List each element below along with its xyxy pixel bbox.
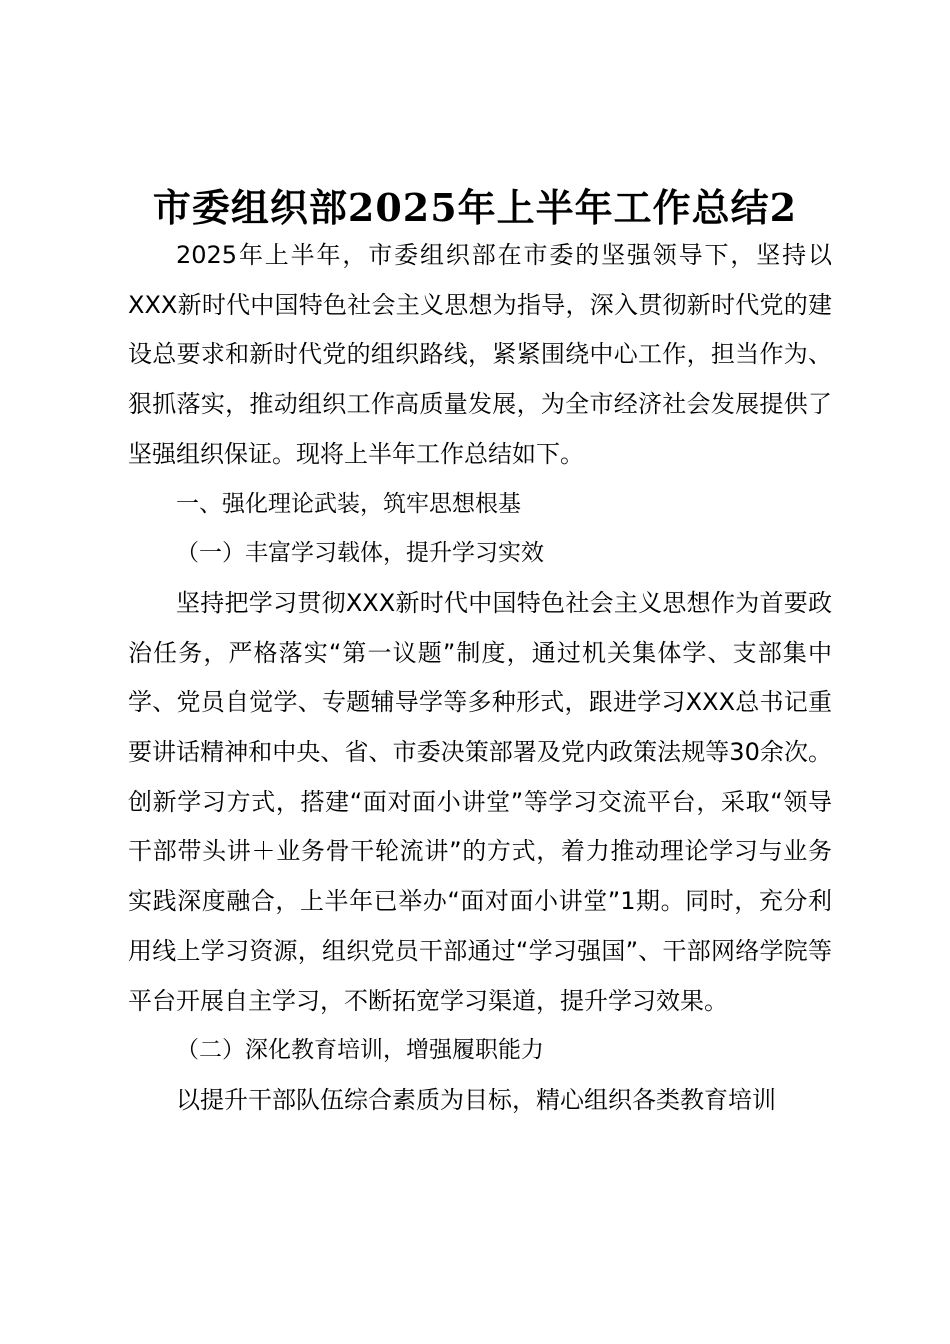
body-paragraph-2: 以提升干部队伍综合素质为目标，精心组织各类教育培训 (176, 1085, 776, 1114)
subsection-heading-2: （二）深化教育培训，增强履职能力 (176, 1037, 544, 1064)
section-heading-1: 一、强化理论武装，筑牢思想根基 (176, 490, 521, 517)
document-body (128, 231, 832, 1126)
intro-paragraph: 2025年上半年，市委组织部在市委的坚强领导下，坚持以XXX新时代中国特色社会主义思想为指导，深入贯彻新时代党的建设总要求和新时代党的组织路线，紧紧围绕中心工作，担当作为、狠抓落实，推动组织工作高质量发展，为全市经济社会发展提供了坚强组织保证。现将上半年工作总结如下。 (128, 241, 832, 468)
body-paragraph-1: 坚持把学习贯彻XXX新时代中国特色社会主义思想作为首要政治任务，严格落实“第一议题”制度，通过机关集体学、支部集中学、党员自觉学、专题辅导学等多种形式，跟进学习XXX总书记重要讲话精神和中央、省、市委决策部署及党内政策法规等30余次。创新学习方式，搭建“面对面小讲堂”等学习交流平台，采取“领导干部带头讲＋业务骨干轮流讲”的方式，着力推动理论学习与业务实践深度融合，上半年已举办“面对面小讲堂”1期。同时，充分利用线上学习资源，组织党员干部通过“学习强国”、干部网络学院等平台开展自主学习，不断拓宽学习渠道，提升学习效果。 (128, 588, 832, 1015)
document-title: 市委组织部2025年上半年工作总结2 (152, 185, 798, 230)
subsection-heading-1: （一）丰富学习载体，提升学习实效 (176, 540, 544, 567)
